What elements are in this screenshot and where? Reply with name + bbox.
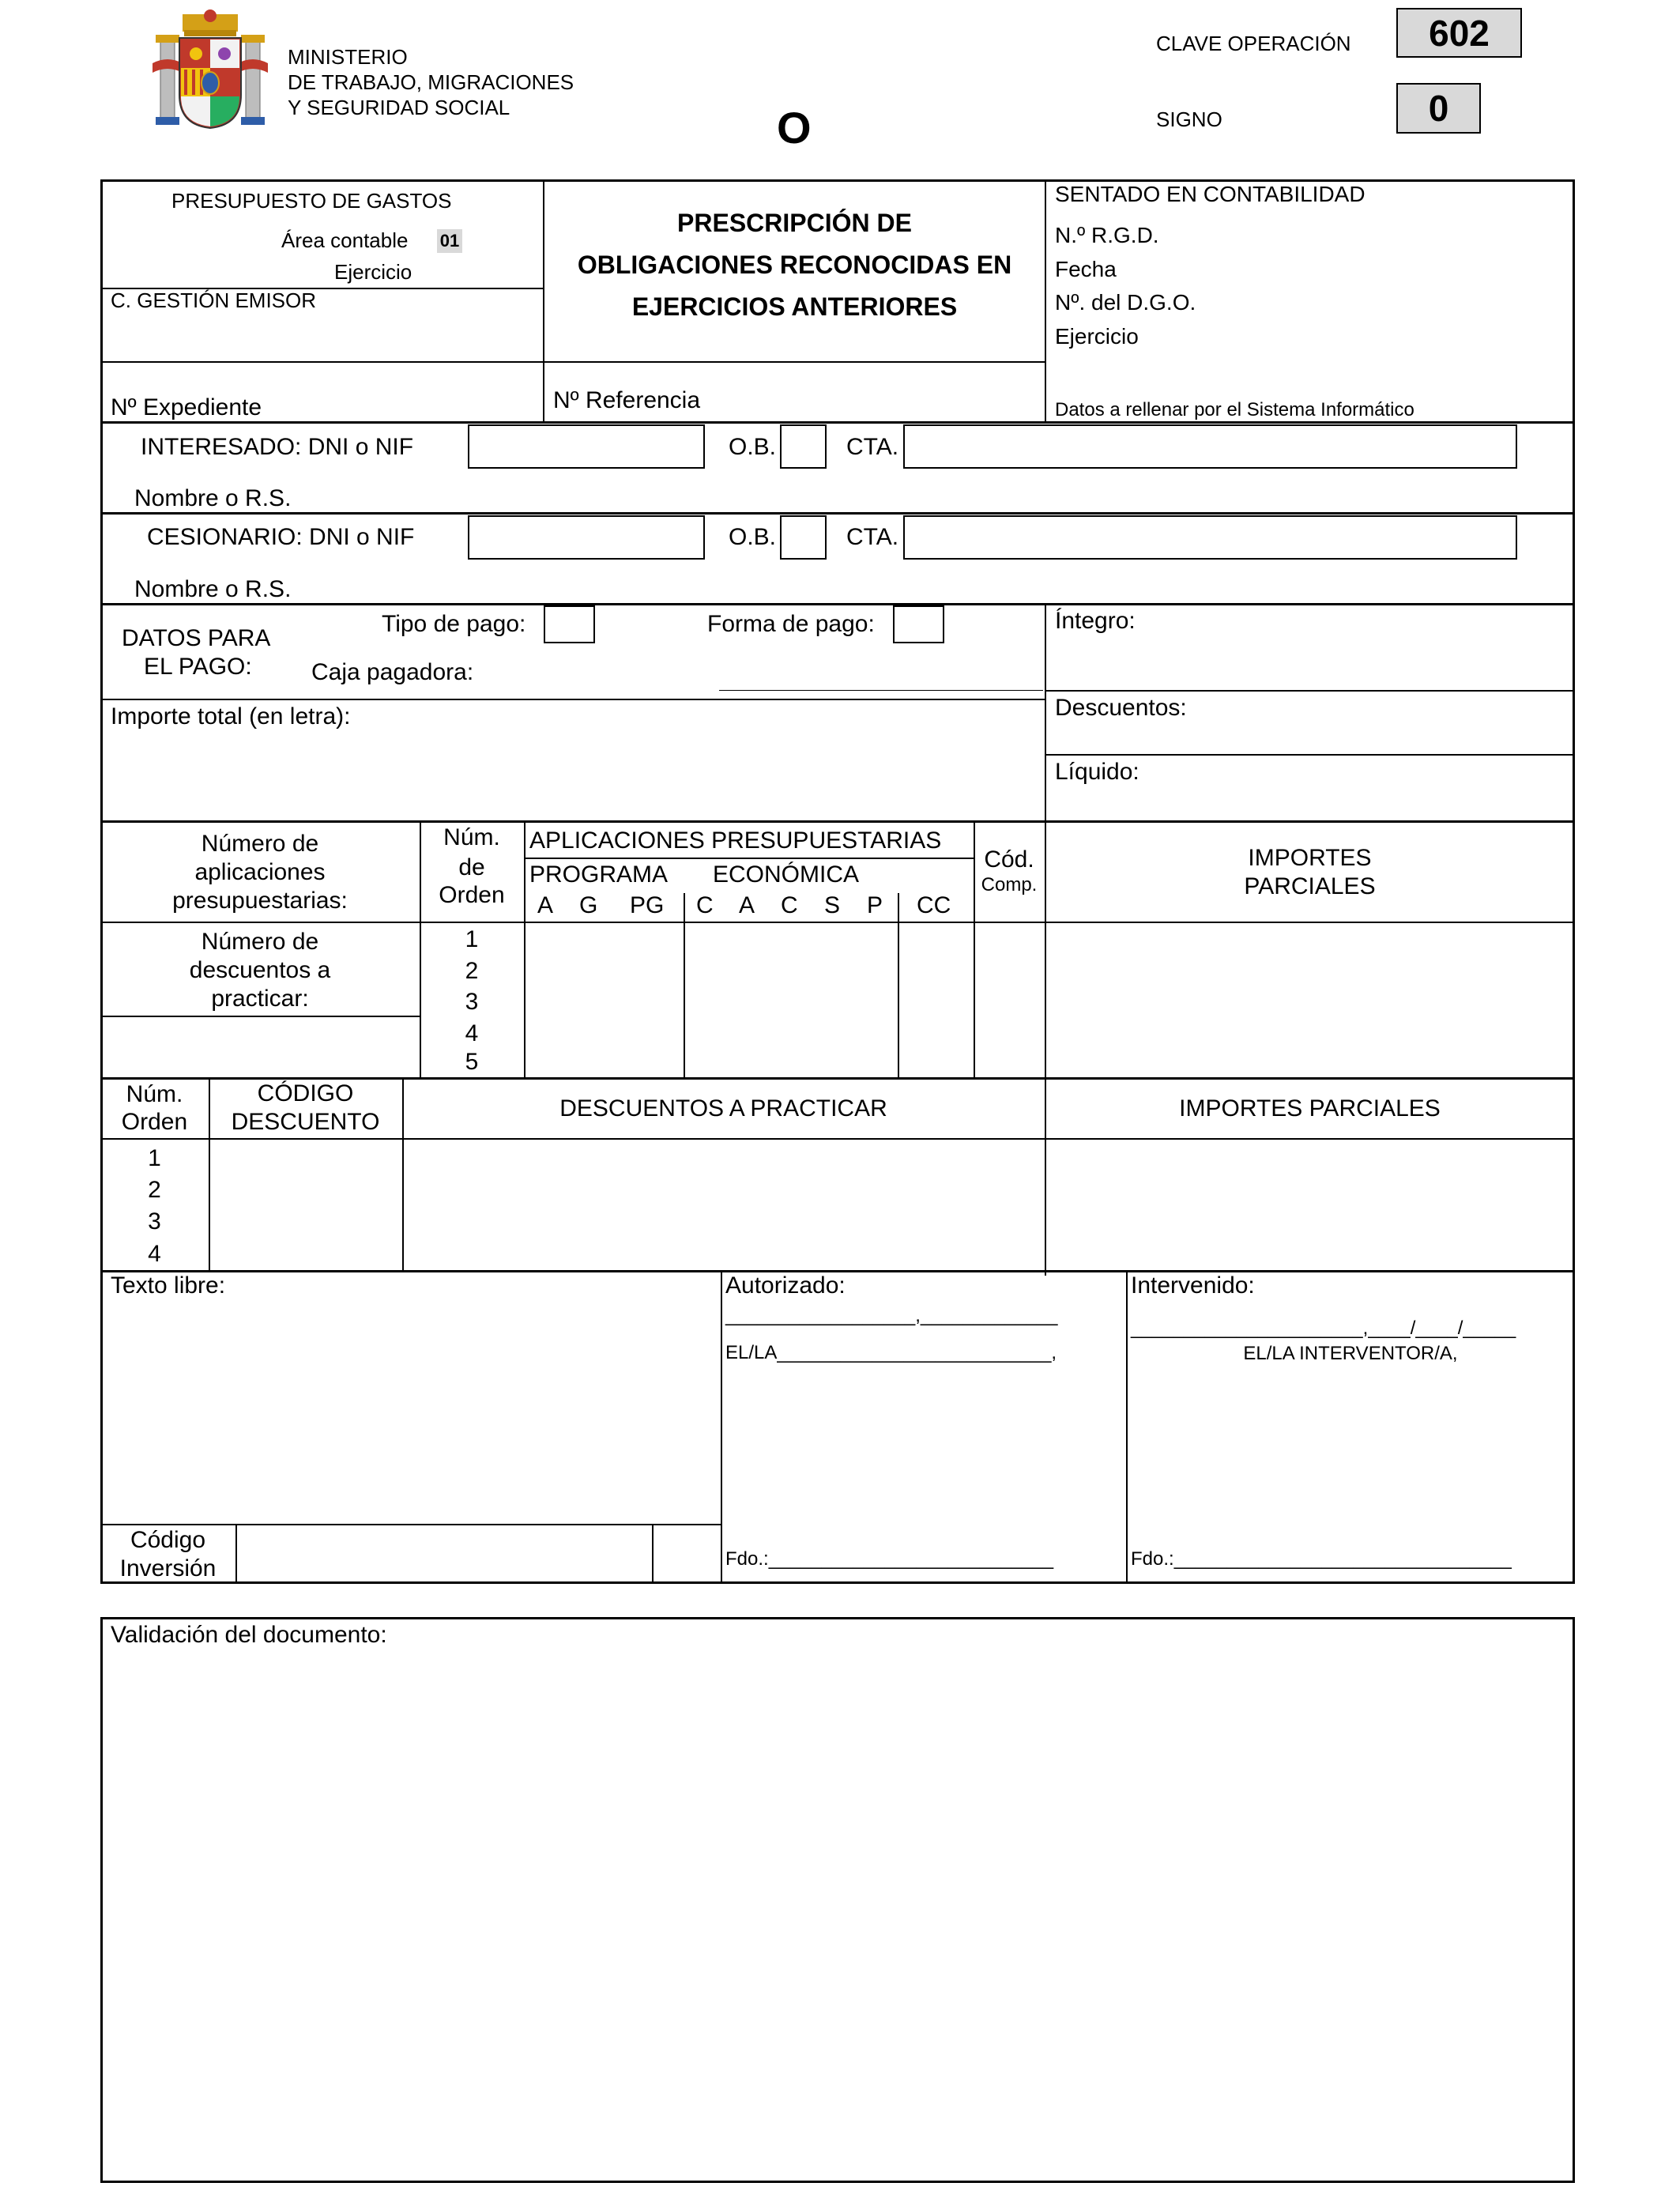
cod-comp-line-1: Cód.: [984, 846, 1034, 873]
cesionario-ob-field[interactable]: [780, 515, 827, 560]
interesado-nombre-label: Nombre o R.S.: [134, 485, 292, 511]
datos-pago-line-1: DATOS PARA: [122, 625, 271, 651]
num-orden-line-2: de: [458, 854, 485, 880]
texto-libre-label: Texto libre:: [111, 1272, 226, 1299]
codigo-inversion-line-1: Código: [130, 1527, 206, 1553]
num-aplicaciones-line-1: Número de: [201, 831, 319, 857]
cesionario-cta-label: CTA.: [846, 524, 899, 550]
aplicacion-orden-5: 5: [465, 1049, 479, 1075]
descuentos-heading: DESCUENTOS A PRACTICAR: [559, 1095, 887, 1122]
divider: [100, 1077, 1575, 1080]
importes-parciales-line-1: IMPORTES: [1248, 845, 1372, 871]
col-pg: PG: [630, 892, 665, 918]
divider: [100, 603, 1575, 605]
aplicacion-orden-4: 4: [465, 1020, 479, 1046]
divider: [100, 922, 1575, 923]
desc-num-line-1: Núm.: [126, 1081, 183, 1107]
divider: [1045, 603, 1046, 820]
forma-pago-field[interactable]: [893, 605, 944, 643]
signo-value: 0: [1396, 83, 1481, 134]
codigo-descuento-line-1: CÓDIGO: [257, 1080, 354, 1106]
integro-label: Íntegro:: [1055, 608, 1136, 634]
col-c: C: [696, 892, 714, 918]
divider: [235, 1524, 237, 1584]
validacion-frame: [100, 1617, 1575, 2183]
form-title-line-3: EJERCICIOS ANTERIORES: [631, 292, 958, 321]
cesionario-dni-field[interactable]: [468, 515, 705, 560]
cesionario-ob-label: O.B.: [729, 524, 777, 550]
descuento-orden-3: 3: [148, 1208, 161, 1235]
aplicacion-orden-3: 3: [465, 989, 479, 1015]
col-a: A: [537, 892, 554, 918]
divider: [652, 1524, 654, 1584]
interesado-ob-field[interactable]: [780, 424, 827, 469]
caja-pagadora-label: Caja pagadora:: [311, 659, 474, 685]
interesado-cta-field[interactable]: [903, 424, 1517, 469]
autorizado-fdo: Fdo.:___________________________: [725, 1548, 1054, 1570]
descuento-orden-4: 4: [148, 1241, 161, 1267]
ministry-line-1: MINISTERIO: [288, 45, 408, 69]
fecha-label: Fecha: [1055, 257, 1117, 281]
num-descuentos-line-2: descuentos a: [189, 957, 331, 983]
referencia-label: Nº Referencia: [553, 387, 701, 413]
divider: [1126, 1270, 1128, 1584]
desc-num-line-2: Orden: [121, 1109, 188, 1135]
signo-label: SIGNO: [1156, 107, 1222, 131]
col-c2: C: [781, 892, 798, 918]
divider: [1045, 690, 1575, 692]
intervenido-line-1: ______________________,____/____/_____: [1131, 1318, 1516, 1339]
descuentos-label: Descuentos:: [1055, 695, 1187, 721]
divider: [524, 858, 974, 859]
area-contable-label: Área contable: [281, 228, 409, 252]
ministry-line-2: DE TRABAJO, MIGRACIONES: [288, 70, 574, 94]
cesionario-cta-field[interactable]: [903, 515, 1517, 560]
descuentos-importes-heading: IMPORTES PARCIALES: [1179, 1095, 1441, 1122]
col-a2: A: [739, 892, 755, 918]
ejercicio-right-label: Ejercicio: [1055, 324, 1139, 349]
aplicacion-orden-1: 1: [465, 926, 479, 952]
divider: [100, 512, 1575, 515]
intervenido-fdo: Fdo.:________________________________: [1131, 1548, 1512, 1570]
liquido-label: Líquido:: [1055, 759, 1139, 785]
intervenido-label: Intervenido:: [1131, 1272, 1255, 1299]
col-g: G: [579, 892, 598, 918]
autorizado-line-1: __________________,_____________: [725, 1305, 1058, 1326]
economica-label: ECONÓMICA: [713, 861, 860, 888]
area-contable-value: 01: [437, 229, 462, 253]
expediente-label: Nº Expediente: [111, 394, 262, 420]
importes-parciales-line-2: PARCIALES: [1244, 873, 1376, 899]
interesado-label: INTERESADO: DNI o NIF: [141, 434, 414, 460]
divider: [1045, 754, 1575, 756]
form-letter: O: [777, 103, 812, 153]
divider: [100, 820, 1575, 823]
datos-sistema-note: Datos a rellenar por el Sistema Informático: [1055, 399, 1414, 420]
divider: [100, 1138, 1575, 1140]
autorizado-line-2: EL/LA__________________________,: [725, 1342, 1057, 1363]
clave-operacion-label: CLAVE OPERACIÓN: [1156, 32, 1351, 55]
forma-pago-label: Forma de pago:: [707, 611, 875, 637]
presupuesto-de-gastos: PRESUPUESTO DE GASTOS: [171, 189, 452, 213]
ejercicio-label: Ejercicio: [334, 260, 412, 284]
col-s: S: [824, 892, 841, 918]
codigo-descuento-line-2: DESCUENTO: [231, 1109, 380, 1135]
validacion-label: Validación del documento:: [111, 1622, 387, 1648]
divider: [100, 1524, 721, 1525]
c-gestion-emisor: C. GESTIÓN EMISOR: [111, 288, 317, 312]
divider: [100, 1016, 420, 1017]
intervenido-line-2: EL/LA INTERVENTOR/A,: [1243, 1343, 1458, 1364]
divider: [721, 1270, 722, 1584]
interesado-dni-field[interactable]: [468, 424, 705, 469]
num-descuentos-line-3: practicar:: [211, 986, 309, 1012]
cesionario-label: CESIONARIO: DNI o NIF: [147, 524, 415, 550]
form-title-line-1: PRESCRIPCIÓN DE: [677, 209, 912, 237]
divider: [209, 1077, 210, 1272]
interesado-ob-label: O.B.: [729, 434, 777, 460]
interesado-cta-label: CTA.: [846, 434, 899, 460]
programa-label: PROGRAMA: [529, 861, 669, 888]
divider: [524, 820, 525, 1080]
divider: [100, 421, 1575, 424]
sentado-en-contabilidad: SENTADO EN CONTABILIDAD: [1055, 182, 1365, 206]
cesionario-nombre-label: Nombre o R.S.: [134, 576, 292, 602]
descuento-orden-2: 2: [148, 1177, 161, 1203]
divider: [100, 361, 1045, 363]
divider: [1045, 179, 1046, 422]
clave-operacion-value: 602: [1396, 8, 1522, 58]
caja-pagadora-line[interactable]: [719, 690, 1043, 691]
dgo-label: Nº. del D.G.O.: [1055, 290, 1196, 315]
ministry-line-3: Y SEGURIDAD SOCIAL: [288, 96, 510, 119]
divider: [100, 699, 1045, 700]
tipo-pago-label: Tipo de pago:: [382, 611, 526, 637]
num-aplicaciones-line-2: aplicaciones: [194, 859, 326, 885]
cod-comp-line-2: Comp.: [981, 874, 1038, 895]
rgd-label: N.º R.G.D.: [1055, 223, 1159, 247]
num-orden-line-3: Orden: [439, 882, 505, 908]
col-cc: CC: [917, 892, 951, 918]
num-descuentos-line-1: Número de: [201, 929, 319, 955]
autorizado-label: Autorizado:: [725, 1272, 846, 1299]
descuento-orden-1: 1: [148, 1145, 161, 1171]
datos-pago-line-2: EL PAGO:: [144, 654, 252, 680]
aplicacion-orden-2: 2: [465, 958, 479, 984]
col-p: P: [867, 892, 883, 918]
coat-of-arms: [153, 8, 268, 130]
num-aplicaciones-line-3: presupuestarias:: [172, 888, 348, 914]
codigo-inversion-line-2: Inversión: [119, 1555, 217, 1581]
importe-letra-label: Importe total (en letra):: [111, 703, 351, 729]
aplicaciones-heading: APLICACIONES PRESUPUESTARIAS: [529, 827, 942, 854]
spain-coat-of-arms-icon: [153, 8, 268, 130]
num-orden-line-1: Núm.: [443, 824, 500, 850]
tipo-pago-field[interactable]: [544, 605, 595, 643]
form-title-line-2: OBLIGACIONES RECONOCIDAS EN: [577, 251, 1012, 279]
